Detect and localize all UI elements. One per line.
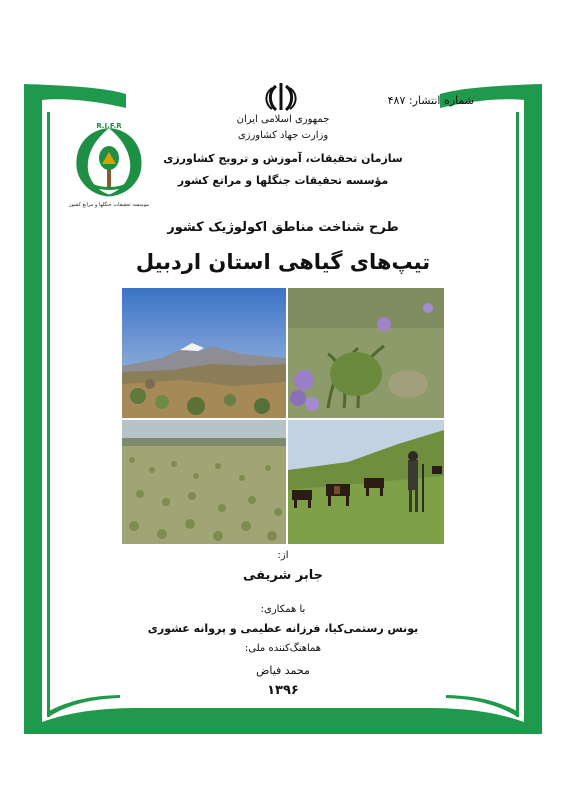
- header-organization: سازمان تحقیقات، آموزش و ترویج کشاورزی: [163, 152, 403, 165]
- rifr-logo: [66, 118, 152, 214]
- photo-cattle-herder: [288, 420, 444, 544]
- collaborators: یونس رستمی‌کیا، فرزانه عظیمی و پروانه عشوری: [147, 622, 419, 635]
- coordinator-name: محمد فیاض: [256, 664, 310, 677]
- header-institute: مؤسسه تحقیقات جنگلها و مراتع کشور: [177, 174, 389, 187]
- by-label: از:: [277, 550, 289, 561]
- publication-year: ۱۳۹۶: [267, 683, 299, 698]
- rifr-caption: موسسه تحقیقات جنگلها و مراتع کشور: [69, 202, 149, 208]
- main-title: تیپ‌های گیاهی استان اردبیل: [135, 250, 431, 274]
- photo-grass-flowers: [288, 288, 444, 418]
- iran-emblem-icon: [264, 80, 298, 114]
- photo-grassland-field: [122, 420, 286, 544]
- photo-mountain-landscape: [122, 288, 286, 418]
- publication-number: شماره انتشار: ۴۸۷: [387, 94, 474, 107]
- collaboration-label: با همکاری:: [260, 604, 306, 615]
- rifr-acronym: R.I.F.R: [96, 122, 122, 130]
- coordinator-label: هماهنگ‌کننده ملی:: [244, 643, 322, 654]
- author-name: جابر شریفی: [242, 568, 323, 583]
- rifr-logo-icon: [66, 118, 152, 202]
- project-title: طرح شناخت مناطق اکولوژیک کشور: [167, 220, 399, 235]
- header-ministry: وزارت جهاد کشاورزی: [237, 130, 329, 141]
- header-country: جمهوری اسلامی ایران: [236, 114, 330, 125]
